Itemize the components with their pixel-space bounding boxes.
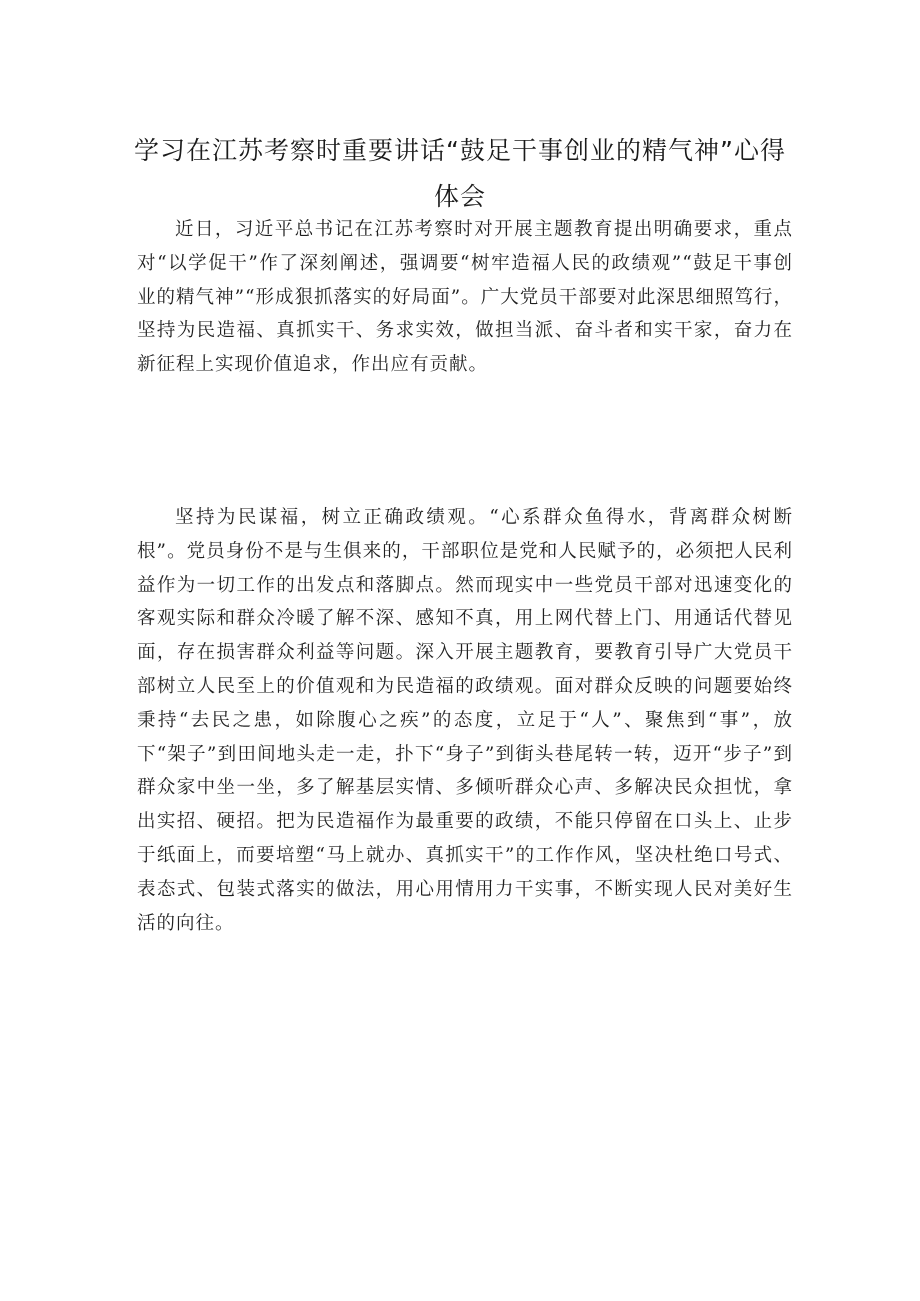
document-title: 学习在江苏考察时重要讲话“鼓足干事创业的精气神”心得体会 xyxy=(134,136,786,211)
paragraph-intro: 近日，习近平总书记在江苏考察时对开展主题教育提出明确要求，重点对“以学促干”作了深刻阐述，强调要“树牢造福人民的政绩观”“鼓足干事创业的精气神”“形成狠抓落实的好局面”。广大党员干部要对此深思细照笃行，坚持为民造福、真抓实干、务求实效，做担当派、奋斗者和实干家，奋力在新征程上实现价值追求，作出应有贡献。 xyxy=(137,219,793,376)
paragraph-people-welfare: 坚持为民谋福，树立正确政绩观。“心系群众鱼得水，背离群众树断根”。党员身份不是与生俱来的，干部职位是党和人民赋予的，必须把人民利益作为一切工作的出发点和落脚点。然而现实中一些党员干部对迅速变化的客观实际和群众冷暖了解不深、感知不真，用上网代替上门、用通话代替见面，存在损害群众利益等问题。深入开展主题教育，要教育引导广大党员干部树立人民至上的价值观和为民造福的政绩观。面对群众反映的问题要始终秉持“去民之患，如除腹心之疾”的态度，立足于“人”、聚焦到“事”，放下“架子”到田间地头走一走，扑下“身子”到街头巷尾转一转，迈开“步子”到群众家中坐一坐，多了解基层实情、多倾听群众心声、多解决民众担忧，拿出实招、硬招。把为民造福作为最重要的政绩，不能只停留在口头上、止步于纸面上，而要培塑“马上就办、真抓实干”的工作作风，坚决杜绝口号式、表态式、包装式落实的做法，用心用情用力干实事，不断实现人民对美好生活的向往。 xyxy=(137,507,793,934)
